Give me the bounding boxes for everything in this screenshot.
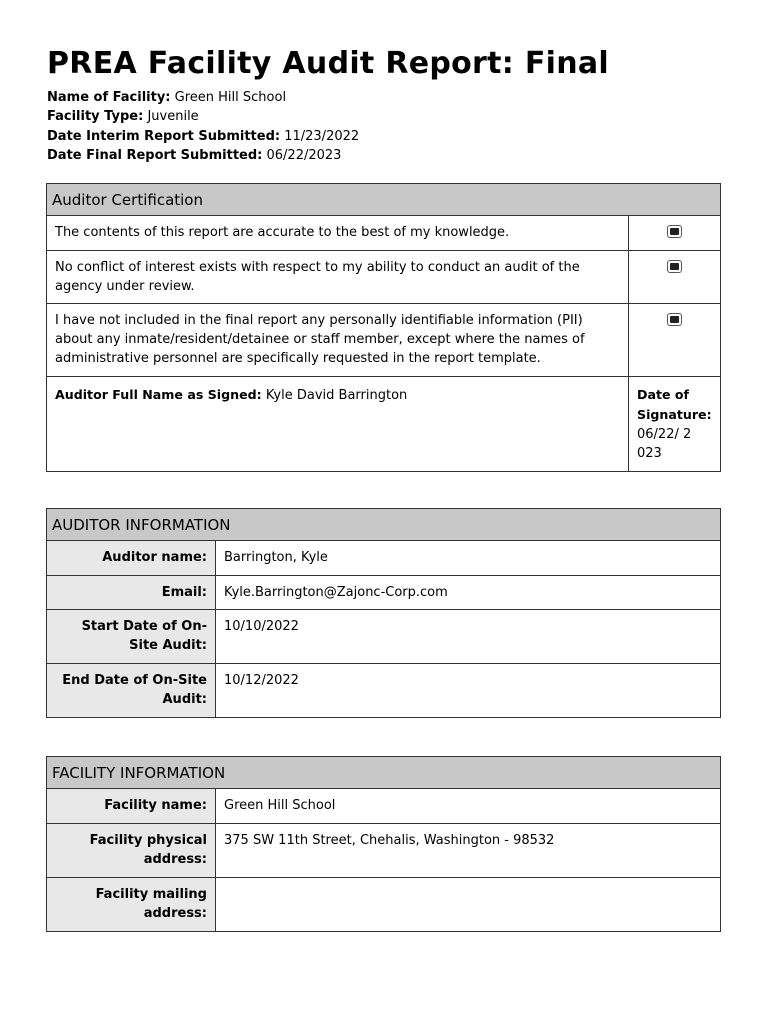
certification-checkbox-cell bbox=[629, 216, 721, 251]
auditor-name-label: Auditor name: bbox=[47, 541, 216, 576]
checkbox[interactable] bbox=[667, 313, 682, 326]
final-date-label: Date Final Report Submitted: bbox=[47, 147, 263, 163]
final-date-value: 06/22/2023 bbox=[266, 147, 342, 163]
certification-checkbox-cell bbox=[629, 304, 721, 377]
certification-heading: Auditor Certification bbox=[47, 184, 721, 216]
facility-type-label: Facility Type: bbox=[47, 109, 144, 125]
report-metadata bbox=[47, 88, 359, 165]
facility-name-value: Green Hill School bbox=[174, 90, 287, 105]
end-date-label: End Date of On-Site Audit: bbox=[47, 664, 216, 718]
facility-name-row-value: Green Hill School bbox=[216, 789, 721, 824]
certification-checkbox-cell bbox=[629, 251, 721, 304]
page-title: PREA Facility Audit Report: Final bbox=[47, 46, 609, 81]
facility-info-heading: FACILITY INFORMATION bbox=[47, 757, 721, 789]
mailing-address-value bbox=[216, 878, 721, 932]
facility-type-value: Juvenile bbox=[147, 109, 199, 125]
signature-date-cell bbox=[629, 377, 721, 472]
facility-name-label: Name of Facility: bbox=[47, 90, 171, 105]
start-date-label: Start Date of On-Site Audit: bbox=[47, 610, 216, 664]
facility-type-line bbox=[47, 107, 359, 126]
interim-date-label: Date Interim Report Submitted: bbox=[47, 128, 281, 144]
email-label: Email: bbox=[47, 576, 216, 610]
signature-date-label: Date of Signature: bbox=[637, 387, 712, 422]
physical-address-value: 375 SW 11th Street, Chehalis, Washington - 98532 bbox=[216, 824, 721, 878]
certification-statement: I have not included in the final report any personally identifiable information (PII) about any inmate/resident/detainee or staff member, except where the names of administrative personnel are specifically requested in the report template. bbox=[47, 304, 629, 377]
checkbox[interactable] bbox=[667, 225, 682, 238]
auditor-info-heading: AUDITOR INFORMATION bbox=[47, 509, 721, 541]
auditor-signature-cell bbox=[47, 377, 629, 472]
checkbox[interactable] bbox=[667, 260, 682, 273]
signed-name-value: Kyle David Barrington bbox=[265, 388, 408, 403]
certification-statement: No conflict of interest exists with respect to my ability to conduct an audit of the agency under review. bbox=[47, 251, 629, 304]
facility-information-table bbox=[46, 756, 721, 932]
final-date-line bbox=[47, 146, 359, 165]
signed-name-label: Auditor Full Name as Signed: bbox=[55, 387, 262, 402]
interim-date-line bbox=[47, 127, 359, 146]
auditor-certification-table bbox=[46, 183, 721, 472]
certification-statement: The contents of this report are accurate to the best of my knowledge. bbox=[47, 216, 629, 251]
end-date-value: 10/12/2022 bbox=[216, 664, 721, 718]
physical-address-label: Facility physical address: bbox=[47, 824, 216, 878]
facility-name-row-label: Facility name: bbox=[47, 789, 216, 824]
interim-date-value: 11/23/2022 bbox=[284, 128, 360, 144]
mailing-address-label: Facility mailing address: bbox=[47, 878, 216, 932]
auditor-name-value: Barrington, Kyle bbox=[216, 541, 721, 576]
auditor-information-table bbox=[46, 508, 721, 718]
email-value: Kyle.Barrington@Zajonc-Corp.com bbox=[216, 576, 721, 610]
start-date-value: 10/10/2022 bbox=[216, 610, 721, 664]
signature-date-value: 06/22/ 2023 bbox=[637, 427, 692, 461]
facility-name-line bbox=[47, 88, 359, 107]
